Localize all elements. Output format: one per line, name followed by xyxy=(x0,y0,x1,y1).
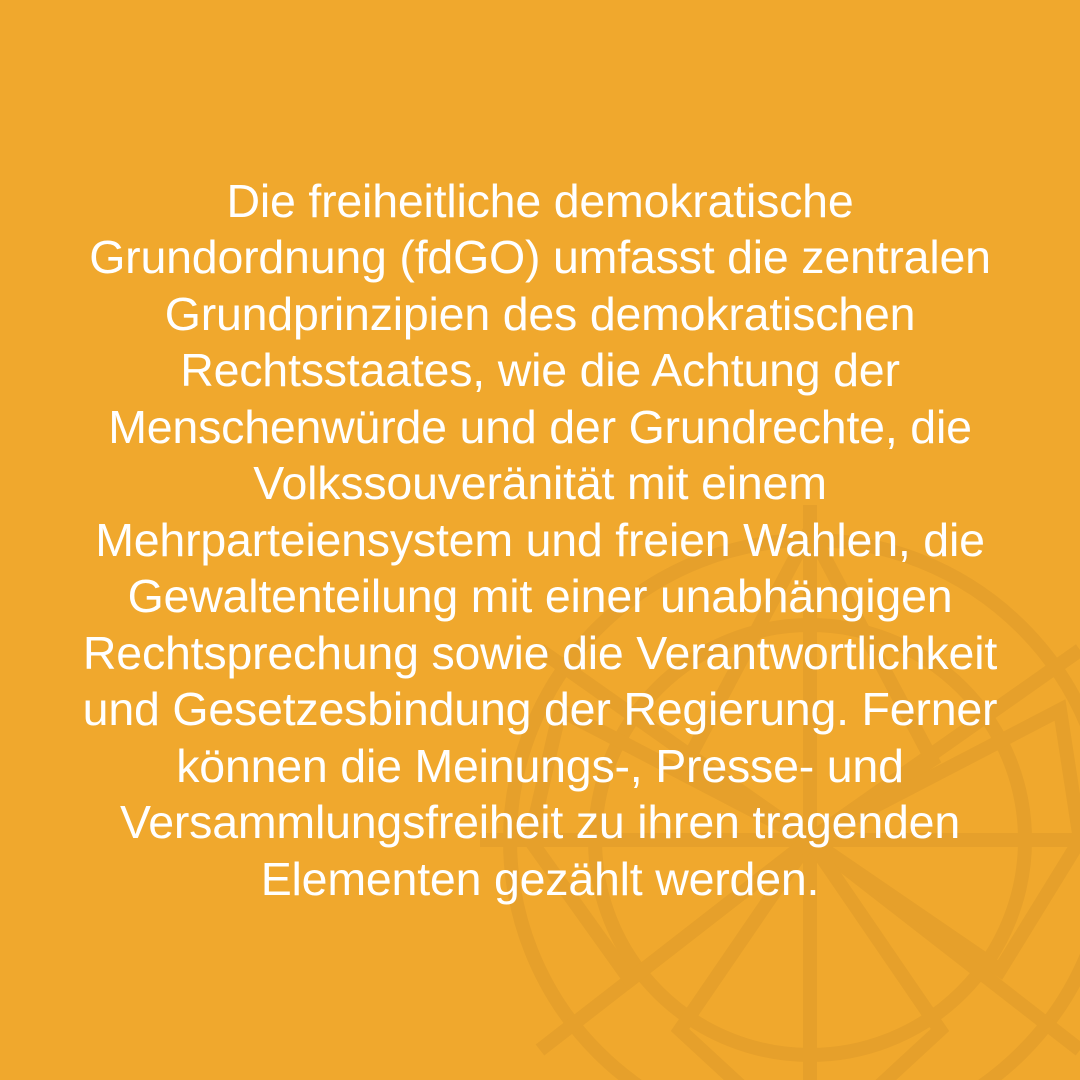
quote-text: Die freiheitliche demokratische Grundordnung (fdGO) umfasst die zentralen Grundprinzipien des demokratischen Rechtsstaates, wie die Achtung der Menschenwürde und der Grundrechte, die Volkssouveränität mit einem Mehrparteiensystem und freien Wahlen, die Gewaltenteilung mit einer unabhängigen Rechtsprechung sowie die Verantwortlichkeit und Gesetzesbindung der Regierung. Ferner können die Meinungs-, Presse- und Versammlungsfreiheit zu ihren tragenden Elementen gezählt werden. xyxy=(82,174,1011,905)
